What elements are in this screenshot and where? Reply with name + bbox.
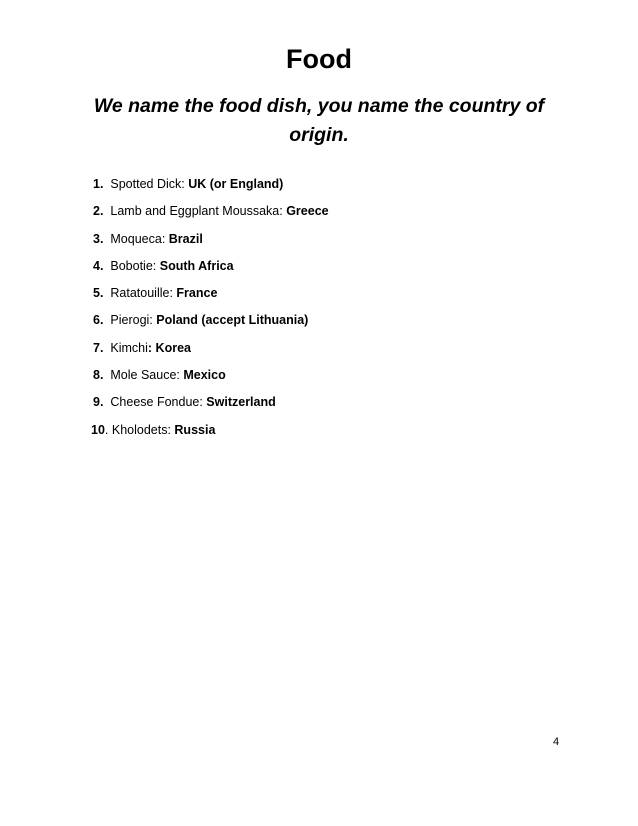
- answer-item: [93, 203, 593, 230]
- dish-name: Mole Sauce:: [110, 368, 184, 383]
- item-number: 6.: [93, 313, 104, 328]
- country-answer: Brazil: [168, 231, 203, 246]
- country-answer: South Africa: [159, 258, 234, 273]
- item-number: 9.: [93, 395, 104, 410]
- item-number: 5.: [93, 286, 104, 301]
- country-answer: Greece: [286, 204, 329, 219]
- country-answer: Russia: [174, 422, 216, 437]
- dish-name: Ratatouille:: [110, 286, 177, 301]
- dish-name: Lamb and Eggplant Moussaka:: [110, 204, 287, 219]
- country-answer: Poland (accept Lithuania): [156, 313, 309, 328]
- answer-item: [93, 340, 593, 367]
- country-answer: Mexico: [183, 368, 226, 383]
- item-number: 7.: [93, 340, 104, 355]
- country-answer: Switzerland: [206, 395, 276, 410]
- answer-item: [93, 285, 593, 312]
- item-number: 1.: [93, 177, 104, 191]
- answer-item: [93, 312, 593, 339]
- dish-name: Pierogi:: [110, 313, 157, 328]
- answer-item: [93, 394, 593, 421]
- country-answer: : Korea: [147, 340, 191, 355]
- answer-item: [91, 422, 593, 449]
- answer-item: [93, 176, 593, 203]
- country-answer: UK (or England): [188, 177, 284, 191]
- item-number: 4.: [93, 258, 104, 273]
- page-subtitle: We name the food dish, you name the country of origin.: [93, 95, 545, 146]
- answer-item: [93, 367, 593, 394]
- item-number: 8.: [93, 368, 104, 383]
- item-number: 3.: [93, 231, 104, 246]
- item-number: 2.: [93, 204, 104, 219]
- answer-list: [93, 176, 593, 449]
- dish-name: Kimchi: [110, 340, 148, 355]
- answer-item: [93, 231, 593, 258]
- item-number: 10: [91, 422, 105, 437]
- dish-name: Cheese Fondue:: [110, 395, 207, 410]
- page-title: Food: [286, 44, 352, 74]
- dish-name: Bobotie:: [110, 258, 160, 273]
- dish-name: Moqueca:: [110, 231, 169, 246]
- dish-name: Spotted Dick:: [110, 177, 189, 191]
- answer-item: [93, 258, 593, 285]
- dish-name: . Kholodets:: [104, 422, 175, 437]
- page-number: 4: [553, 736, 560, 748]
- country-answer: France: [176, 286, 218, 301]
